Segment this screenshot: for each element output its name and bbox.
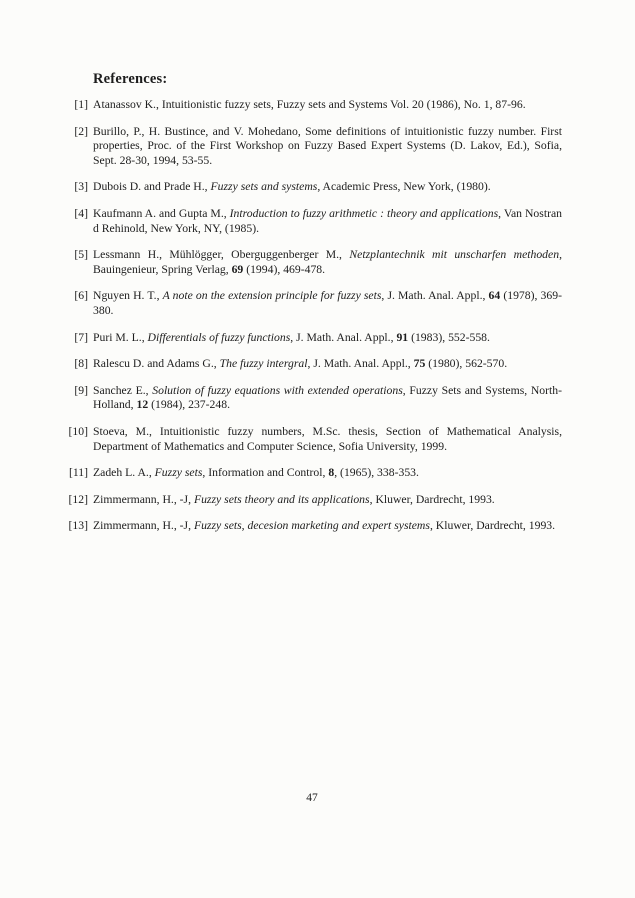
page-number: 47 [306, 792, 318, 804]
reference-plain-text: , Academic Press, New York, (1980). [317, 180, 491, 194]
reference-item [62, 466, 562, 481]
reference-volume-bold: 75 [413, 357, 426, 371]
reference-label: [1] [74, 98, 88, 111]
reference-title-italic: Solution of fuzzy equations with extended operations [152, 383, 403, 397]
reference-item [62, 357, 562, 372]
reference-title-italic: Fuzzy sets [154, 466, 203, 480]
reference-plain-text: , Kluwer, Dardrecht, 1993. [429, 519, 556, 533]
reference-text [93, 207, 562, 236]
reference-item [62, 180, 562, 195]
reference-label: [3] [74, 180, 88, 194]
reference-volume-bold: 8 [328, 466, 335, 480]
reference-plain-text: (1980), 562-570. [425, 357, 508, 371]
reference-volume-bold: 12 [136, 398, 149, 412]
reference-volume-bold: 69 [231, 262, 244, 276]
reference-text [93, 331, 562, 346]
reference-text [93, 357, 562, 372]
reference-plain-text: Stoeva, M., Intuitionistic fuzzy numbers, M.Sc. thesis, Section of Mathematical Analysis, Department of Mathematics and Computer Science, Sofia University, 1999. [93, 424, 562, 453]
reference-text [93, 248, 562, 277]
reference-plain-text: (1984), 237-248. [148, 398, 230, 412]
reference-plain-text: , Bauingenieur, Spring Verlag, [93, 248, 562, 276]
reference-plain-text: (1994), 469-478. [243, 262, 326, 276]
reference-text [93, 98, 562, 113]
reference-title-italic: A note on the extension principle for fuzzy sets [162, 289, 382, 303]
reference-plain-text: Ralescu D. and Adams G., [93, 357, 220, 371]
reference-plain-text: , J. Math. Anal. Appl., [307, 357, 414, 371]
reference-plain-text: Zimmermann, H., -J, [93, 519, 194, 533]
reference-plain-text: (1983), 552-558. [408, 330, 490, 344]
reference-plain-text: , Information and Control, [202, 466, 329, 480]
reference-label: [13] [68, 519, 88, 533]
reference-title-italic: Fuzzy sets, decesion marketing and expert systems [193, 519, 430, 533]
reference-plain-text: , Fuzzy Sets and Systems, North-Holland, [93, 383, 562, 412]
reference-text [93, 466, 562, 481]
reference-item [62, 98, 562, 113]
references-heading: References: [93, 71, 168, 87]
reference-plain-text: , Kluwer, Dardrecht, 1993. [369, 492, 495, 506]
reference-text [93, 180, 562, 195]
reference-plain-text: , (1965), 338-353. [334, 466, 419, 480]
reference-plain-text: , J. Math. Anal. Appl., [290, 330, 397, 344]
reference-plain-text: Dubois D. and Prade H., [93, 180, 211, 194]
reference-plain-text: Lessmann H., Mühlögger, Oberguggenberger M., [93, 248, 350, 262]
reference-item [62, 289, 562, 318]
reference-text [93, 493, 562, 508]
reference-label: [6] [74, 289, 88, 303]
reference-plain-text: Puri M. L., [93, 330, 148, 344]
reference-plain-text: , J. Math. Anal. Appl., [381, 289, 489, 303]
reference-plain-text: Nguyen H. T., [93, 289, 163, 303]
reference-item [62, 425, 562, 454]
reference-label: [4] [74, 206, 88, 220]
reference-label: [2] [74, 124, 88, 138]
reference-label: [11] [68, 466, 88, 480]
reference-plain-text: Kaufmann A. and Gupta M., [93, 206, 230, 220]
reference-plain-text: Sanchez E., [93, 383, 153, 397]
reference-title-italic: Fuzzy sets theory and its applications [193, 492, 370, 506]
references-list [62, 98, 562, 546]
reference-text [93, 384, 562, 413]
reference-title-italic: Netzplantechnik mit unscharfen methoden [349, 248, 560, 262]
reference-item [62, 207, 562, 236]
reference-item [62, 331, 562, 346]
reference-label: [12] [68, 492, 88, 506]
reference-title-italic: The fuzzy intergral [219, 357, 308, 371]
reference-plain-text: Zimmermann, H., -J, [93, 492, 194, 506]
reference-volume-bold: 64 [488, 289, 501, 303]
reference-label: [10] [68, 424, 88, 438]
reference-title-italic: Differentials of fuzzy functions [147, 330, 291, 344]
reference-item [62, 493, 562, 508]
reference-label: [9] [74, 383, 88, 397]
reference-plain-text: , Van Nostran d Rehinold, New York, NY, (1985). [93, 206, 562, 235]
reference-item [62, 125, 562, 169]
reference-item [62, 248, 562, 277]
reference-label: [7] [74, 330, 88, 344]
reference-label: [5] [74, 248, 88, 262]
reference-label: [8] [74, 357, 88, 371]
reference-title-italic: Fuzzy sets and systems [210, 180, 318, 194]
reference-volume-bold: 91 [396, 330, 409, 344]
reference-text [93, 425, 562, 454]
reference-text [93, 125, 562, 169]
reference-text [93, 289, 562, 318]
reference-item [62, 384, 562, 413]
reference-plain-text: Burillo, P., H. Bustince, and V. Mohedano, Some definitions of intuitionistic fuzzy number. First properties, Proc. of the First Workshop on Fuzzy Based Expert Systems (D. Lakov, Ed.), Sofia, Sept. 28-30, 1994, 53-55. [93, 124, 562, 167]
reference-text [93, 519, 562, 534]
reference-plain-text: Zadeh L. A., [93, 466, 155, 480]
reference-plain-text: Atanassov K., Intuitionistic fuzzy sets, Fuzzy sets and Systems Vol. 20 (1986), No. 1, 87-96. [93, 98, 526, 111]
reference-item [62, 519, 562, 534]
reference-title-italic: Introduction to fuzzy arithmetic : theory and applications [229, 206, 499, 220]
reference-plain-text: (1978), 369-380. [93, 289, 562, 317]
